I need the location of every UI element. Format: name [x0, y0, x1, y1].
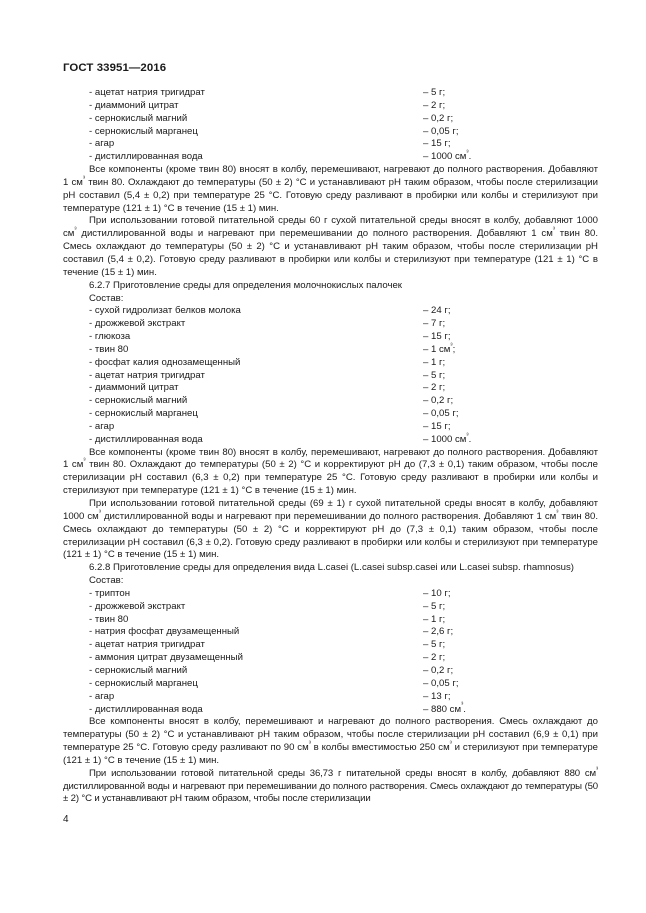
ingredient-row — [63, 639, 598, 652]
ingredient-name: - сухой гидролизат белков молока — [89, 305, 241, 317]
ingredient-name: - дистиллированная вода — [89, 433, 203, 445]
ingredient-row — [63, 626, 598, 639]
ingredient-row — [63, 652, 598, 665]
ingredient-row — [63, 151, 598, 164]
ingredient-amount: – 15 г; — [423, 420, 451, 432]
ingredient-row — [63, 588, 598, 601]
ingredient-amount: – 10 г; — [423, 587, 451, 599]
ingredient-name: - агар — [89, 420, 115, 432]
ingredient-amount: – 0,2 г; — [423, 395, 454, 407]
ingredient-row — [63, 614, 598, 627]
ingredient-row — [63, 665, 598, 678]
ingredient-amount: – 0,05 г; — [423, 125, 459, 137]
ingredient-name: - диаммоний цитрат — [89, 99, 179, 111]
ingredient-name: - аммония цитрат двузамещенный — [89, 652, 243, 664]
ingredient-name: - сернокислый магний — [89, 664, 188, 676]
ingredient-name: - сернокислый марганец — [89, 125, 198, 137]
paragraph: Все компоненты вносят в колбу, перемешивают и нагревают до полного растворения. Смесь охлаждают до температуры (50 ± 2) °С и устанавливают pH таким образом, чтобы после стерилизации pH составил (6,9 ± 0,1) при температуре 25 °С. Готовую среду разливают по 90 $см^{^3}$ в колбы вместимостью 250 $см^{^3}$ и стерилизуют при температуре (121 ± 1) °С в течение (15 ± 1) мин. — [63, 716, 598, 766]
paragraph: При использовании готовой питательной среды 36,73 г питательной среды вносят в колбу, добавляют 880 $см^{^3}$ дистиллированной воды и нагревают при перемешивании до полного растворения. Смесь охлаждают до температуры (50 ± 2) °С и устанавливают pH таким образом, чтобы после стерилизации — [63, 765, 598, 805]
ingredient-amount: – 7 г; — [423, 318, 446, 330]
ingredient-row — [63, 305, 598, 318]
section-heading-6-2-7: 6.2.7 Приготовление среды для определения молочнокислых палочек — [89, 279, 403, 291]
ingredient-amount: – 2 г; — [423, 382, 446, 394]
ingredient-row — [63, 138, 598, 151]
ingredient-amount: – 2,6 г; — [423, 626, 454, 638]
ingredient-amount: – 24 г; — [423, 305, 451, 317]
document-header: ГОСТ 33951—2016 — [63, 62, 167, 74]
ingredient-amount: – 13 г; — [423, 690, 451, 702]
ingredient-row — [63, 370, 598, 383]
ingredient-row — [63, 701, 598, 717]
ingredient-row — [63, 100, 598, 113]
paragraph: При использовании готовой питательной среды 60 г сухой питательной среды вносят в колбу, добавляют 1000 $см^{^3}$ дистиллированной воды и нагревают при перемешивании до полного растворения. Добавляют 1 $см^{^3}$ твин 80. Смесь охлаждают до температуры (50 ± 2) °С и устанавливают pH таким образом, чтобы после стерилизации pH составил (5,4 ± 0,2). Готовую среду разливают в пробирки или колбы и стерилизуют при температуре (121 ± 1) °С в течение (15 ± 1) мин. — [63, 215, 598, 278]
ingredient-amount: – 1 г; — [423, 613, 446, 625]
ingredient-amount: – 2 г; — [423, 99, 446, 111]
ingredient-amount: – 5 г; — [423, 369, 446, 381]
section-heading-6-2-8: 6.2.8 Приготовление среды для определения вида L.casei (L.casei subsp.casei или L.casei subsp. rhamnosus) — [89, 562, 574, 574]
page-number: 4 — [63, 814, 69, 825]
ingredient-amount: – 1 $см^{^3}$; — [423, 341, 456, 355]
paragraph: Все компоненты (кроме твин 80) вносят в колбу, перемешивают, нагревают до полного растворения. Добавляют 1 $см^{^3}$ твин 80. Охлаждают до температуры (50 ± 2) °С и устанавливают pH таким образом, чтобы после стерилизации pH составил (5,4 ± 0,2) при температуре 25 °С. Готовую среду разливают в пробирки или колбы и стерилизуют при температуре (121 ± 1) °С в течение (15 ± 1) мин. — [63, 164, 598, 214]
page-content — [63, 87, 598, 806]
ingredient-name: - дистиллированная вода — [89, 703, 203, 715]
ingredient-amount: – 2 г; — [423, 652, 446, 664]
ingredient-row — [63, 395, 598, 408]
ingredient-row — [63, 318, 598, 331]
ingredient-amount: – 1 г; — [423, 356, 446, 368]
ingredient-row — [63, 601, 598, 614]
ingredient-row — [63, 331, 598, 344]
ingredient-row — [63, 357, 598, 370]
ingredient-name: - ацетат натрия тригидрат — [89, 369, 205, 381]
ingredient-amount: – 0,2 г; — [423, 112, 454, 124]
ingredient-row — [63, 113, 598, 126]
ingredient-name: - натрия фосфат двузамещенный — [89, 626, 240, 638]
ingredient-list-c — [63, 588, 598, 716]
paragraph: При использовании готовой питательной среды (69 ± 1) г сухой питательной среды вносят в колбу, добавляют 1000 $см^{^3}$ дистиллированной воды и нагревают при перемешивании до полного растворения. Добавляют 1 $см^{^3}$ твин 80. Смесь охлаждают до температуры (50 ± 2) °С и корректируют pH до (7,3 ± 0,1) таким образом, чтобы после стерилизации pH составил (6,3 ± 0,2). Готовую среду разливают в пробирки или колбы и стерилизуют при температуре (121 ± 1) °С в течение (15 ± 1) мин. — [63, 498, 598, 561]
ingredient-name: - сернокислый марганец — [89, 677, 198, 689]
ingredient-amount: – 5 г; — [423, 639, 446, 651]
ingredient-amount: – 15 г; — [423, 331, 451, 343]
ingredient-amount: – 0,05 г; — [423, 677, 459, 689]
ingredient-row — [63, 87, 598, 100]
ingredient-amount: – 5 г; — [423, 600, 446, 612]
ingredient-name: - сернокислый магний — [89, 112, 188, 124]
ingredient-name: - ацетат натрия тригидрат — [89, 87, 205, 98]
ingredient-name: - агар — [89, 138, 115, 150]
ingredient-row — [63, 421, 598, 434]
ingredient-name: - агар — [89, 690, 115, 702]
ingredient-name: - дрожжевой экстракт — [89, 318, 186, 330]
ingredient-name: - фосфат калия однозамещенный — [89, 356, 241, 368]
ingredient-row — [63, 341, 598, 357]
ingredient-name: - твин 80 — [89, 613, 129, 625]
ingredient-name: - дрожжевой экстракт — [89, 600, 186, 612]
ingredient-amount: – 5 г; — [423, 87, 446, 98]
ingredient-amount: – 1000 $см^{^3}$. — [423, 431, 472, 445]
ingredient-name: - твин 80 — [89, 343, 129, 355]
ingredient-row — [63, 678, 598, 691]
ingredient-row — [63, 408, 598, 421]
ingredient-amount: – 1000 $см^{^3}$. — [423, 149, 472, 163]
ingredient-row — [63, 691, 598, 704]
ingredient-amount: – 880 $см^{^3}$. — [423, 701, 466, 715]
ingredient-name: - диаммоний цитрат — [89, 382, 179, 394]
ingredient-row — [63, 382, 598, 395]
ingredient-amount: – 0,05 г; — [423, 408, 459, 420]
ingredient-list-a — [63, 87, 598, 164]
ingredient-list-b — [63, 305, 598, 446]
ingredient-name: - глюкоза — [89, 331, 131, 343]
ingredient-name: - ацетат натрия тригидрат — [89, 639, 205, 651]
ingredient-name: - сернокислый марганец — [89, 408, 198, 420]
ingredient-name: - дистиллированная вода — [89, 151, 203, 163]
ingredient-name: - сернокислый магний — [89, 395, 188, 407]
ingredient-name: - триптон — [89, 587, 131, 599]
ingredient-amount: – 0,2 г; — [423, 664, 454, 676]
ingredient-row — [63, 431, 598, 447]
composition-label: Состав: — [89, 575, 124, 587]
composition-label: Состав: — [89, 292, 124, 304]
ingredient-row — [63, 126, 598, 139]
ingredient-amount: – 15 г; — [423, 138, 451, 150]
paragraph: Все компоненты (кроме твин 80) вносят в колбу, перемешивают, нагревают до полного растворения. Добавляют 1 $см^{^3}$ твин 80. Охлаждают до температуры (50 ± 2) °С и корректируют pH до (7,3 ± 0,1) таким образом, чтобы после стерилизации pH составил (6,3 ± 0,2) при температуре 25 °С. Готовую среду разливают в пробирки или колбы и стерилизуют при температуре (121 ± 1) °С в течение (15 ± 1) мин. — [63, 446, 598, 497]
